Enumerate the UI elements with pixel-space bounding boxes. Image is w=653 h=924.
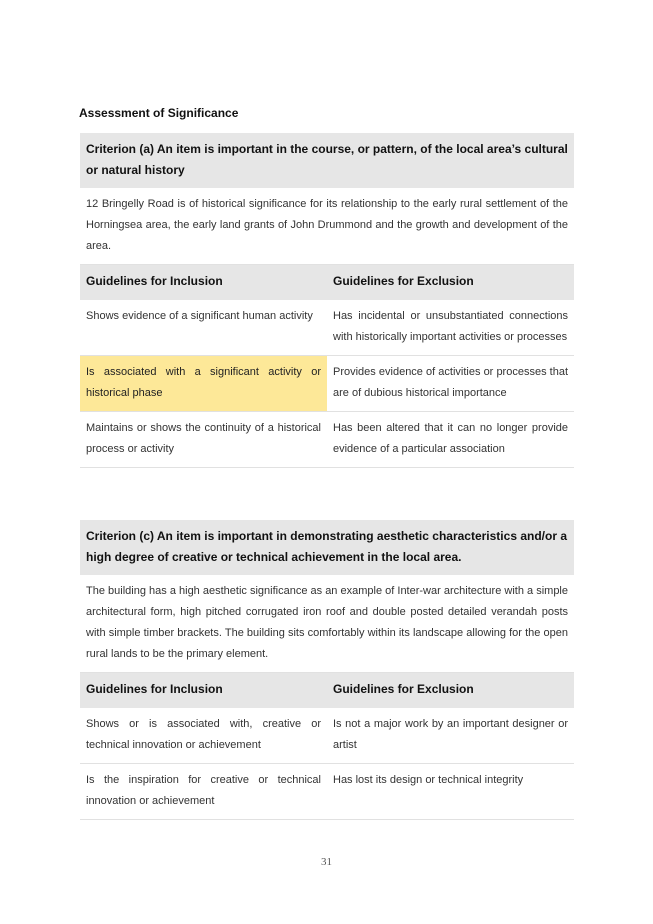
inclusion-header: Guidelines for Inclusion xyxy=(80,673,327,709)
exclusion-cell: Has lost its design or technical integrity xyxy=(327,764,574,820)
table-row xyxy=(80,708,574,764)
page-heading: Assessment of Significance xyxy=(79,106,239,120)
inclusion-cell: Shows or is associated with, creative or technical innovation or achievement xyxy=(80,708,327,764)
highlighted-inclusion-cell: Is associated with a significant activity or historical phase xyxy=(80,356,327,412)
exclusion-header: Guidelines for Exclusion xyxy=(327,673,574,709)
significance-statement: 12 Bringelly Road is of historical significance for its relationship to the early rural settlement of the Horningsea area, the early land grants of John Drummond and the growth and development of the area. xyxy=(80,188,574,265)
exclusion-header: Guidelines for Exclusion xyxy=(327,265,574,301)
criterion-header-row xyxy=(80,133,574,188)
guidelines-header-row xyxy=(80,265,574,301)
exclusion-cell: Is not a major work by an important designer or artist xyxy=(327,708,574,764)
exclusion-cell: Has incidental or unsubstantiated connections with historically important activities or processes xyxy=(327,300,574,356)
table-row xyxy=(80,764,574,820)
criterion-title: Criterion (a) An item is important in the course, or pattern, of the local area’s cultural or natural history xyxy=(80,133,574,188)
statement-row xyxy=(80,188,574,265)
exclusion-cell: Has been altered that it can no longer provide evidence of a particular association xyxy=(327,412,574,468)
inclusion-cell: Shows evidence of a significant human activity xyxy=(80,300,327,356)
inclusion-cell: Is the inspiration for creative or technical innovation or achievement xyxy=(80,764,327,820)
statement-row xyxy=(80,575,574,673)
table-row xyxy=(80,300,574,356)
criterion-header-row xyxy=(80,520,574,575)
table-row xyxy=(80,356,574,412)
exclusion-cell: Provides evidence of activities or processes that are of dubious historical importance xyxy=(327,356,574,412)
criterion-a-table xyxy=(80,133,574,468)
page-number: 31 xyxy=(321,856,332,868)
significance-statement: The building has a high aesthetic significance as an example of Inter-war architecture with a simple architectural form, high pitched corrugated iron roof and double posted detailed verandah posts with simple timber brackets. The building sits comfortably within its landscape allowing for the open rural lands to be the primary element. xyxy=(80,575,574,673)
inclusion-header: Guidelines for Inclusion xyxy=(80,265,327,301)
guidelines-header-row xyxy=(80,673,574,709)
table-row xyxy=(80,412,574,468)
criterion-c-table xyxy=(80,520,574,820)
inclusion-cell: Maintains or shows the continuity of a historical process or activity xyxy=(80,412,327,468)
criterion-title: Criterion (c) An item is important in demonstrating aesthetic characteristics and/or a high degree of creative or technical achievement in the local area. xyxy=(80,520,574,575)
